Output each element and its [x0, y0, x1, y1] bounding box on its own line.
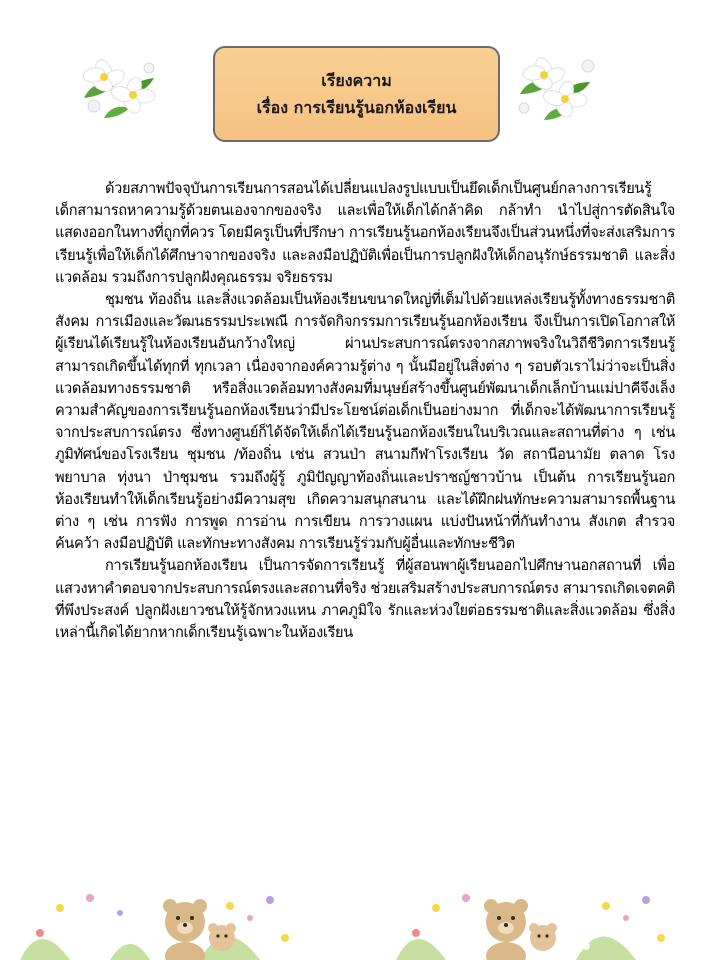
title-line-1: เรียงความ: [321, 71, 392, 90]
teddy-bear-garden-right-icon: [376, 878, 686, 960]
paragraph-1: ด้วยสภาพปัจจุบันการเรียนการสอนได้เปลี่ยนแปลงรูปแบบเป็นยึดเด็กเป็นศูนย์กลางการเรียนรู้ เด็กสามารถหาความรู้ด้วยตนเองจากของจริง และเพื่อให้เด็กได้กล้าคิด กล้าทำ นำไปสู่การตัดสินใจ แสดงออกในทางที่ถูกที่ควร โดยมีครูเป็นที่ปรึกษา การเรียนรู้นอกห้องเรียนจึงเป็นส่วนหนึ่งที่จะส่งเสริมการเรียนรู้เพื่อให้เด็กได้ศึกษาจากของจริง และลงมือปฏิบัติเพื่อเป็นการปลูกฝังให้เด็กอนุรักษ์ธรรมชาติ และสิ่งแวดล้อม รวมถึงการปลูกฝังคุณธรรม จริยธรรม: [55, 180, 675, 286]
paragraph-2: ชุมชน ท้องถิ่น และสิ่งแวดล้อมเป็นห้องเรียนขนาดใหญ่ที่เต็มไปด้วยแหล่งเรียนรู้ทั้งทางธรรมชาติ สังคม การเมืองและวัฒนธรรมประเพณี การจัดกิจกรรมการเรียนรู้นอกห้องเรียน จึงเป็นการเปิดโอกาสให้ผู้เรียนได้เรียนรู้ในห้องเรียนอันกว้างใหญ่ ผ่านประสบการณ์ตรงจากสภาพจริงในวิถีชีวิตการเรียนรู้สามารถเกิดขึ้นได้ทุกที่ ทุกเวลา เนื่องจากองค์ความรู้ต่าง ๆ นั้นมีอยู่ในสิ่งต่าง ๆ รอบตัวเราไม่ว่าจะเป็นสิ่งแวดล้อมทางธรรมชาติ หรือสิ่งแวดล้อมทางสังคมที่มนุษย์สร้างขึ้นศูนย์พัฒนาเด็กเล็กบ้านแม่ปาคีจึงเล็งความสำคัญของการเรียนรู้นอกห้องเรียนว่ามีประโยชน์ต่อเด็กเป็นอย่างมาก ที่เด็กจะได้พัฒนาการเรียนรู้จากประสบการณ์ตรง ซึ่งทางศูนย์ก็ได้จัดให้เด็กได้เรียนรู้นอกห้องเรียนในบริเวณและสถานที่ต่าง ๆ เช่น ภูมิทัศน์ของโรงเรียน ชุมชน /ท้องถิ่น เช่น สวนป่า สนามกีฬาโรงเรียน วัด สถานีอนามัย ตลาด โรงพยาบาล ทุ่งนา ป่าชุมชน รวมถึงผู้รู้ ภูมิปัญญาท้องถิ่นและปราชญ์ชาวบ้าน เป็นต้น การเรียนรู้นอกห้องเรียนทำให้เด็กเรียนรู้อย่างมีความสุข เกิดความสนุกสนาน และได้ฝึกฝนทักษะความสามารถพื้นฐานต่าง ๆ เช่น การฟัง การพูด การอ่าน การเขียน การวางแผน แบ่งปันหน้าที่กันทำงาน สังเกต สำรวจค้นคว้า ลงมือปฏิบัติ และทักษะทางสังคม การเรียนรู้ร่วมกับผู้อื่นและทักษะชีวิต: [55, 291, 675, 553]
essay-body: [55, 178, 675, 644]
teddy-bear-garden-left-icon: [0, 878, 310, 960]
title-line-2: เรื่อง การเรียนรู้นอกห้องเรียน: [256, 98, 457, 117]
paragraph-3: การเรียนรู้นอกห้องเรียน เป็นการจัดการเรียนรู้ ที่ผู้สอนพาผู้เรียนออกไปศึกษานอกสถานที่ เพื่อแสวงหาคำตอบจากประสบการณ์ตรงและสถานที่จริง ช่วยเสริมสร้างประสบการณ์ตรง สามารถเกิดเจตคติที่พึงประสงค์ ปลูกฝังเยาวชนให้รู้จักหวงแหน ภาคภูมิใจ รักและห่วงใยต่อธรรมชาติและสิ่งแวดล้อม ซึ่งสิ่งเหล่านี้เกิดได้ยากหากเด็กเรียนรู้เฉพาะในห้องเรียน: [55, 557, 675, 642]
flower-cluster-right-icon: [508, 48, 600, 128]
flower-cluster-left-icon: [74, 48, 166, 128]
title-box: [213, 46, 500, 142]
